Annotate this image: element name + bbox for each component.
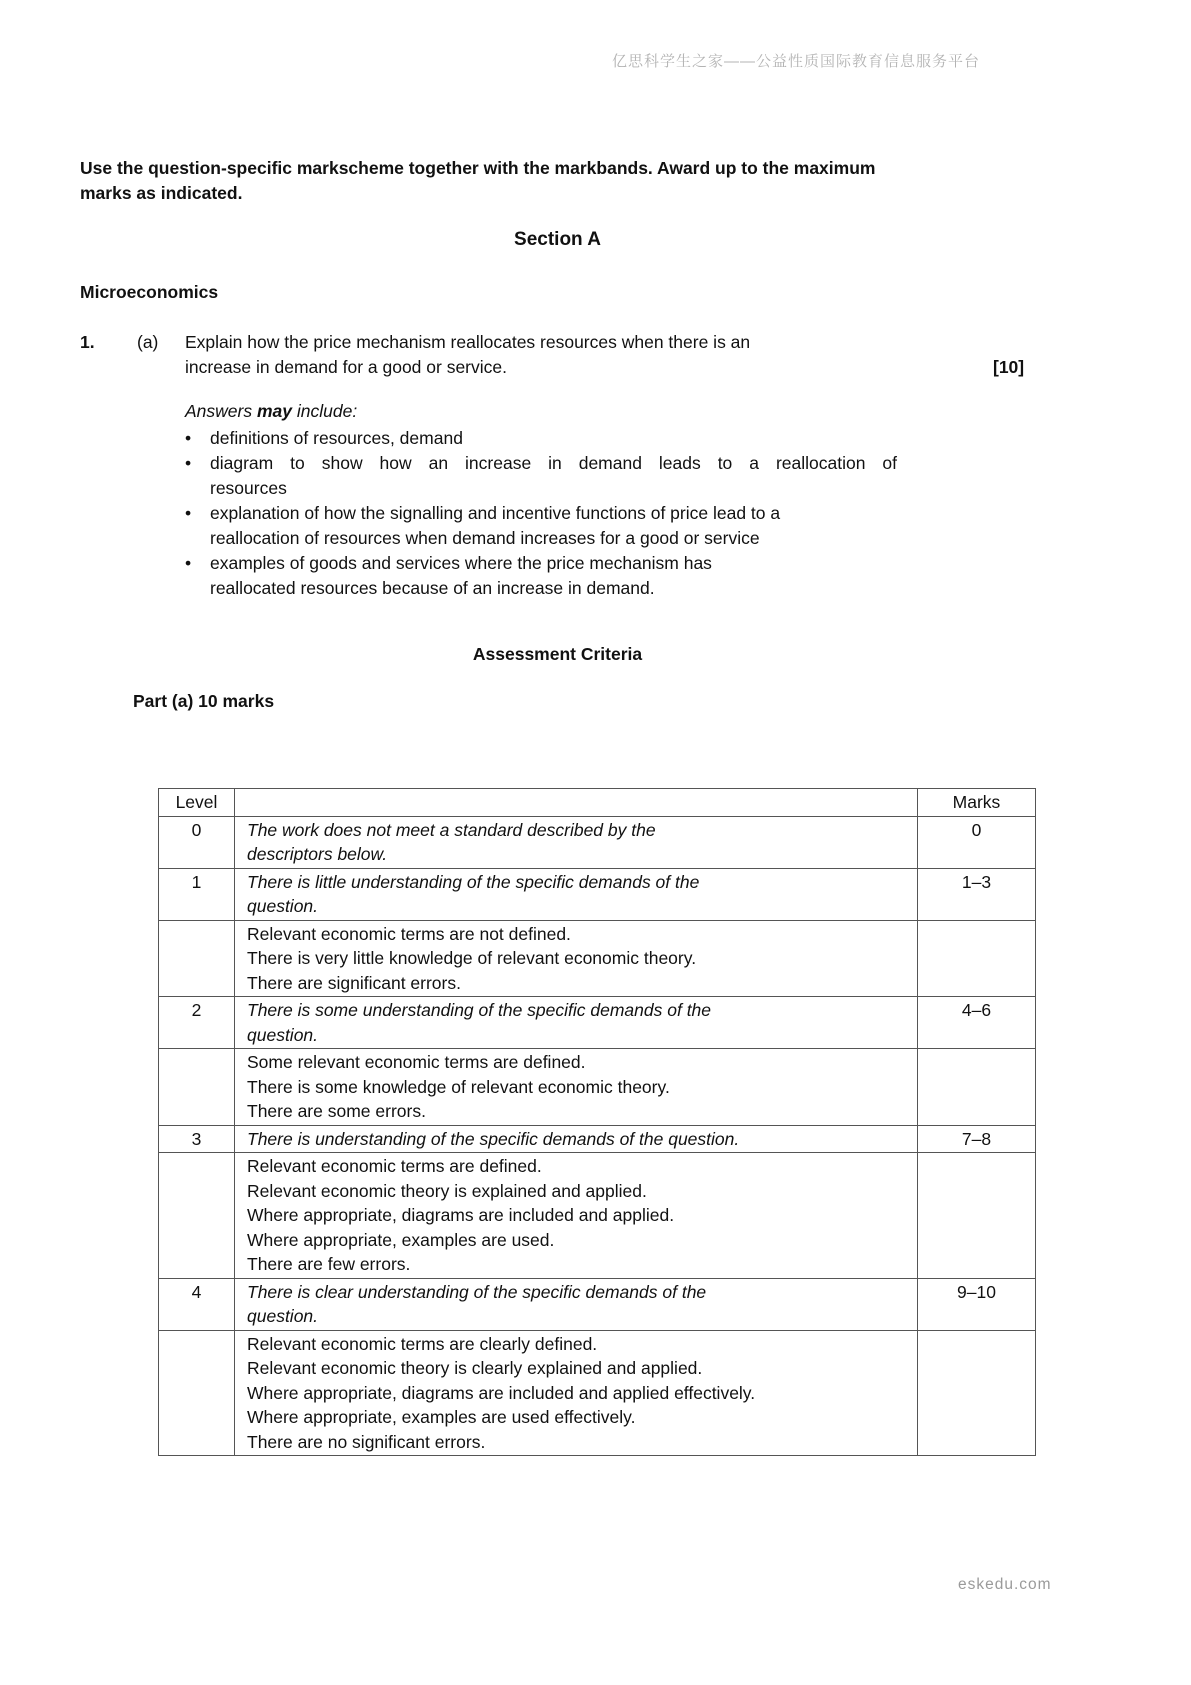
table-row <box>159 1153 1036 1279</box>
text-line: Some relevant economic terms are defined. <box>247 1052 586 1072</box>
text-line: question. <box>247 1306 319 1326</box>
descriptor-cell <box>235 1049 918 1126</box>
text-line: There is some understanding of the specific demands of the <box>247 1000 712 1020</box>
bullet-icon: • <box>185 453 192 473</box>
header-marks: Marks <box>918 789 1036 817</box>
descriptor-cell <box>235 1278 918 1330</box>
text-line: descriptors below. <box>247 844 388 864</box>
text-line: Relevant economic theory is explained and applied. <box>247 1180 647 1201</box>
text-line: There are few errors. <box>247 1254 411 1274</box>
text-line: resources <box>210 478 287 498</box>
question-block <box>80 330 1035 380</box>
marks-cell: 7–8 <box>918 1125 1036 1153</box>
level-cell: 4 <box>159 1278 235 1330</box>
descriptor-cell <box>235 1153 918 1279</box>
section-title: Section A <box>514 229 601 250</box>
marks-cell <box>918 1049 1036 1126</box>
text-line: There is some knowledge of relevant economic theory. <box>247 1076 670 1097</box>
text-line: Relevant economic terms are not defined. <box>247 923 571 944</box>
subject-heading: Microeconomics <box>80 282 219 302</box>
text-line: marks as indicated. <box>80 183 243 203</box>
assessment-criteria-title: Assessment Criteria <box>472 644 643 664</box>
question-text <box>185 330 885 380</box>
answers-lead-bold: may <box>256 401 292 421</box>
text-line: Where appropriate, diagrams are included and applied. <box>247 1205 675 1225</box>
top-watermark: 亿思科学生之家——公益性质国际教育信息服务平台 <box>611 53 980 70</box>
answers-block <box>185 399 897 601</box>
marks-cell: 4–6 <box>918 997 1036 1049</box>
part-a-marks-label: Part (a) 10 marks <box>133 691 275 711</box>
marks-cell: 1–3 <box>918 868 1036 920</box>
assessment-table <box>158 788 1036 1456</box>
level-cell: 3 <box>159 1125 235 1153</box>
text-line: increase in demand for a good or service. <box>185 357 507 377</box>
table-row <box>159 1125 1036 1153</box>
text-line: Where appropriate, diagrams are included and applied effectively. <box>247 1382 756 1403</box>
text-line: definitions of resources, demand <box>210 428 463 448</box>
level-cell: 2 <box>159 997 235 1049</box>
text-line: examples of goods and services where the price mechanism has <box>210 553 712 573</box>
text-line: Where appropriate, examples are used effectively. <box>247 1407 636 1427</box>
bullet-icon: • <box>185 428 192 448</box>
level-cell <box>159 920 235 997</box>
descriptor-cell <box>235 1125 918 1153</box>
text-line: reallocation of resources when demand increases for a good or service <box>210 528 760 548</box>
text-line: question. <box>247 1024 319 1045</box>
bullet-text <box>210 451 897 501</box>
bullet-text <box>210 501 897 551</box>
bullet-item <box>185 551 897 601</box>
text-line: question. <box>247 896 319 916</box>
marks-cell <box>918 1330 1036 1456</box>
text-line: There is understanding of the specific demands of the question. <box>247 1128 740 1149</box>
header-level: Level <box>159 789 235 817</box>
bullet-icon: • <box>185 553 192 573</box>
marks-cell <box>918 920 1036 997</box>
question-marks-badge: [10] <box>993 357 1025 377</box>
table-row <box>159 816 1036 868</box>
answers-lead <box>185 399 897 424</box>
bullet-item <box>185 501 897 551</box>
marks-cell <box>918 1153 1036 1279</box>
bullet-text <box>210 426 897 451</box>
table-row <box>159 868 1036 920</box>
descriptor-cell <box>235 997 918 1049</box>
text-line: diagram to show how an increase in demand leads to a reallocation of <box>210 453 897 473</box>
bullet-text <box>210 551 897 601</box>
text-line: The work does not meet a standard described by the <box>247 819 656 840</box>
text-line: There are no significant errors. <box>247 1431 486 1452</box>
text-line: Explain how the price mechanism reallocates resources when there is an <box>185 332 751 352</box>
descriptor-cell <box>235 816 918 868</box>
level-cell <box>159 1330 235 1456</box>
marks-cell: 0 <box>918 816 1036 868</box>
table-row <box>159 997 1036 1049</box>
table-row <box>159 920 1036 997</box>
answers-lead-post: include: <box>292 401 358 421</box>
table-row <box>159 1278 1036 1330</box>
text-line: Where appropriate, examples are used. <box>247 1229 555 1250</box>
bullet-item <box>185 451 897 501</box>
table-header-row <box>159 789 1036 817</box>
descriptor-cell <box>235 1330 918 1456</box>
header-descriptor <box>235 789 918 817</box>
table-row <box>159 1330 1036 1456</box>
text-line: Use the question-specific markscheme together with the markbands. Award up to the maximum <box>80 158 876 178</box>
instruction-paragraph <box>80 156 1020 206</box>
question-part-label: (a) <box>137 332 159 352</box>
level-cell: 1 <box>159 868 235 920</box>
table-row <box>159 1049 1036 1126</box>
bullet-item <box>185 426 897 451</box>
text-line: reallocated resources because of an increase in demand. <box>210 578 655 598</box>
assessment-table-body <box>159 816 1036 1456</box>
text-line: explanation of how the signalling and incentive functions of price lead to a <box>210 503 781 523</box>
text-line: There is clear understanding of the specific demands of the <box>247 1281 707 1302</box>
level-cell <box>159 1049 235 1126</box>
text-line: Relevant economic theory is clearly explained and applied. <box>247 1358 703 1378</box>
assessment-table-wrapper <box>158 788 1035 1456</box>
text-line: There are some errors. <box>247 1101 426 1121</box>
answers-bullets <box>185 426 897 601</box>
level-cell <box>159 1153 235 1279</box>
text-line: There are significant errors. <box>247 972 461 993</box>
text-line: Relevant economic terms are clearly defined. <box>247 1333 598 1354</box>
bullet-icon: • <box>185 503 192 523</box>
text-line: There is little understanding of the specific demands of the <box>247 871 700 892</box>
level-cell: 0 <box>159 816 235 868</box>
bottom-watermark: eskedu.com <box>958 1576 1052 1593</box>
descriptor-cell <box>235 920 918 997</box>
text-line: There is very little knowledge of relevant economic theory. <box>247 948 697 968</box>
descriptor-cell <box>235 868 918 920</box>
answers-lead-pre: Answers <box>185 401 257 421</box>
marks-cell: 9–10 <box>918 1278 1036 1330</box>
question-number: 1. <box>80 332 95 352</box>
text-line: Relevant economic terms are defined. <box>247 1156 542 1176</box>
